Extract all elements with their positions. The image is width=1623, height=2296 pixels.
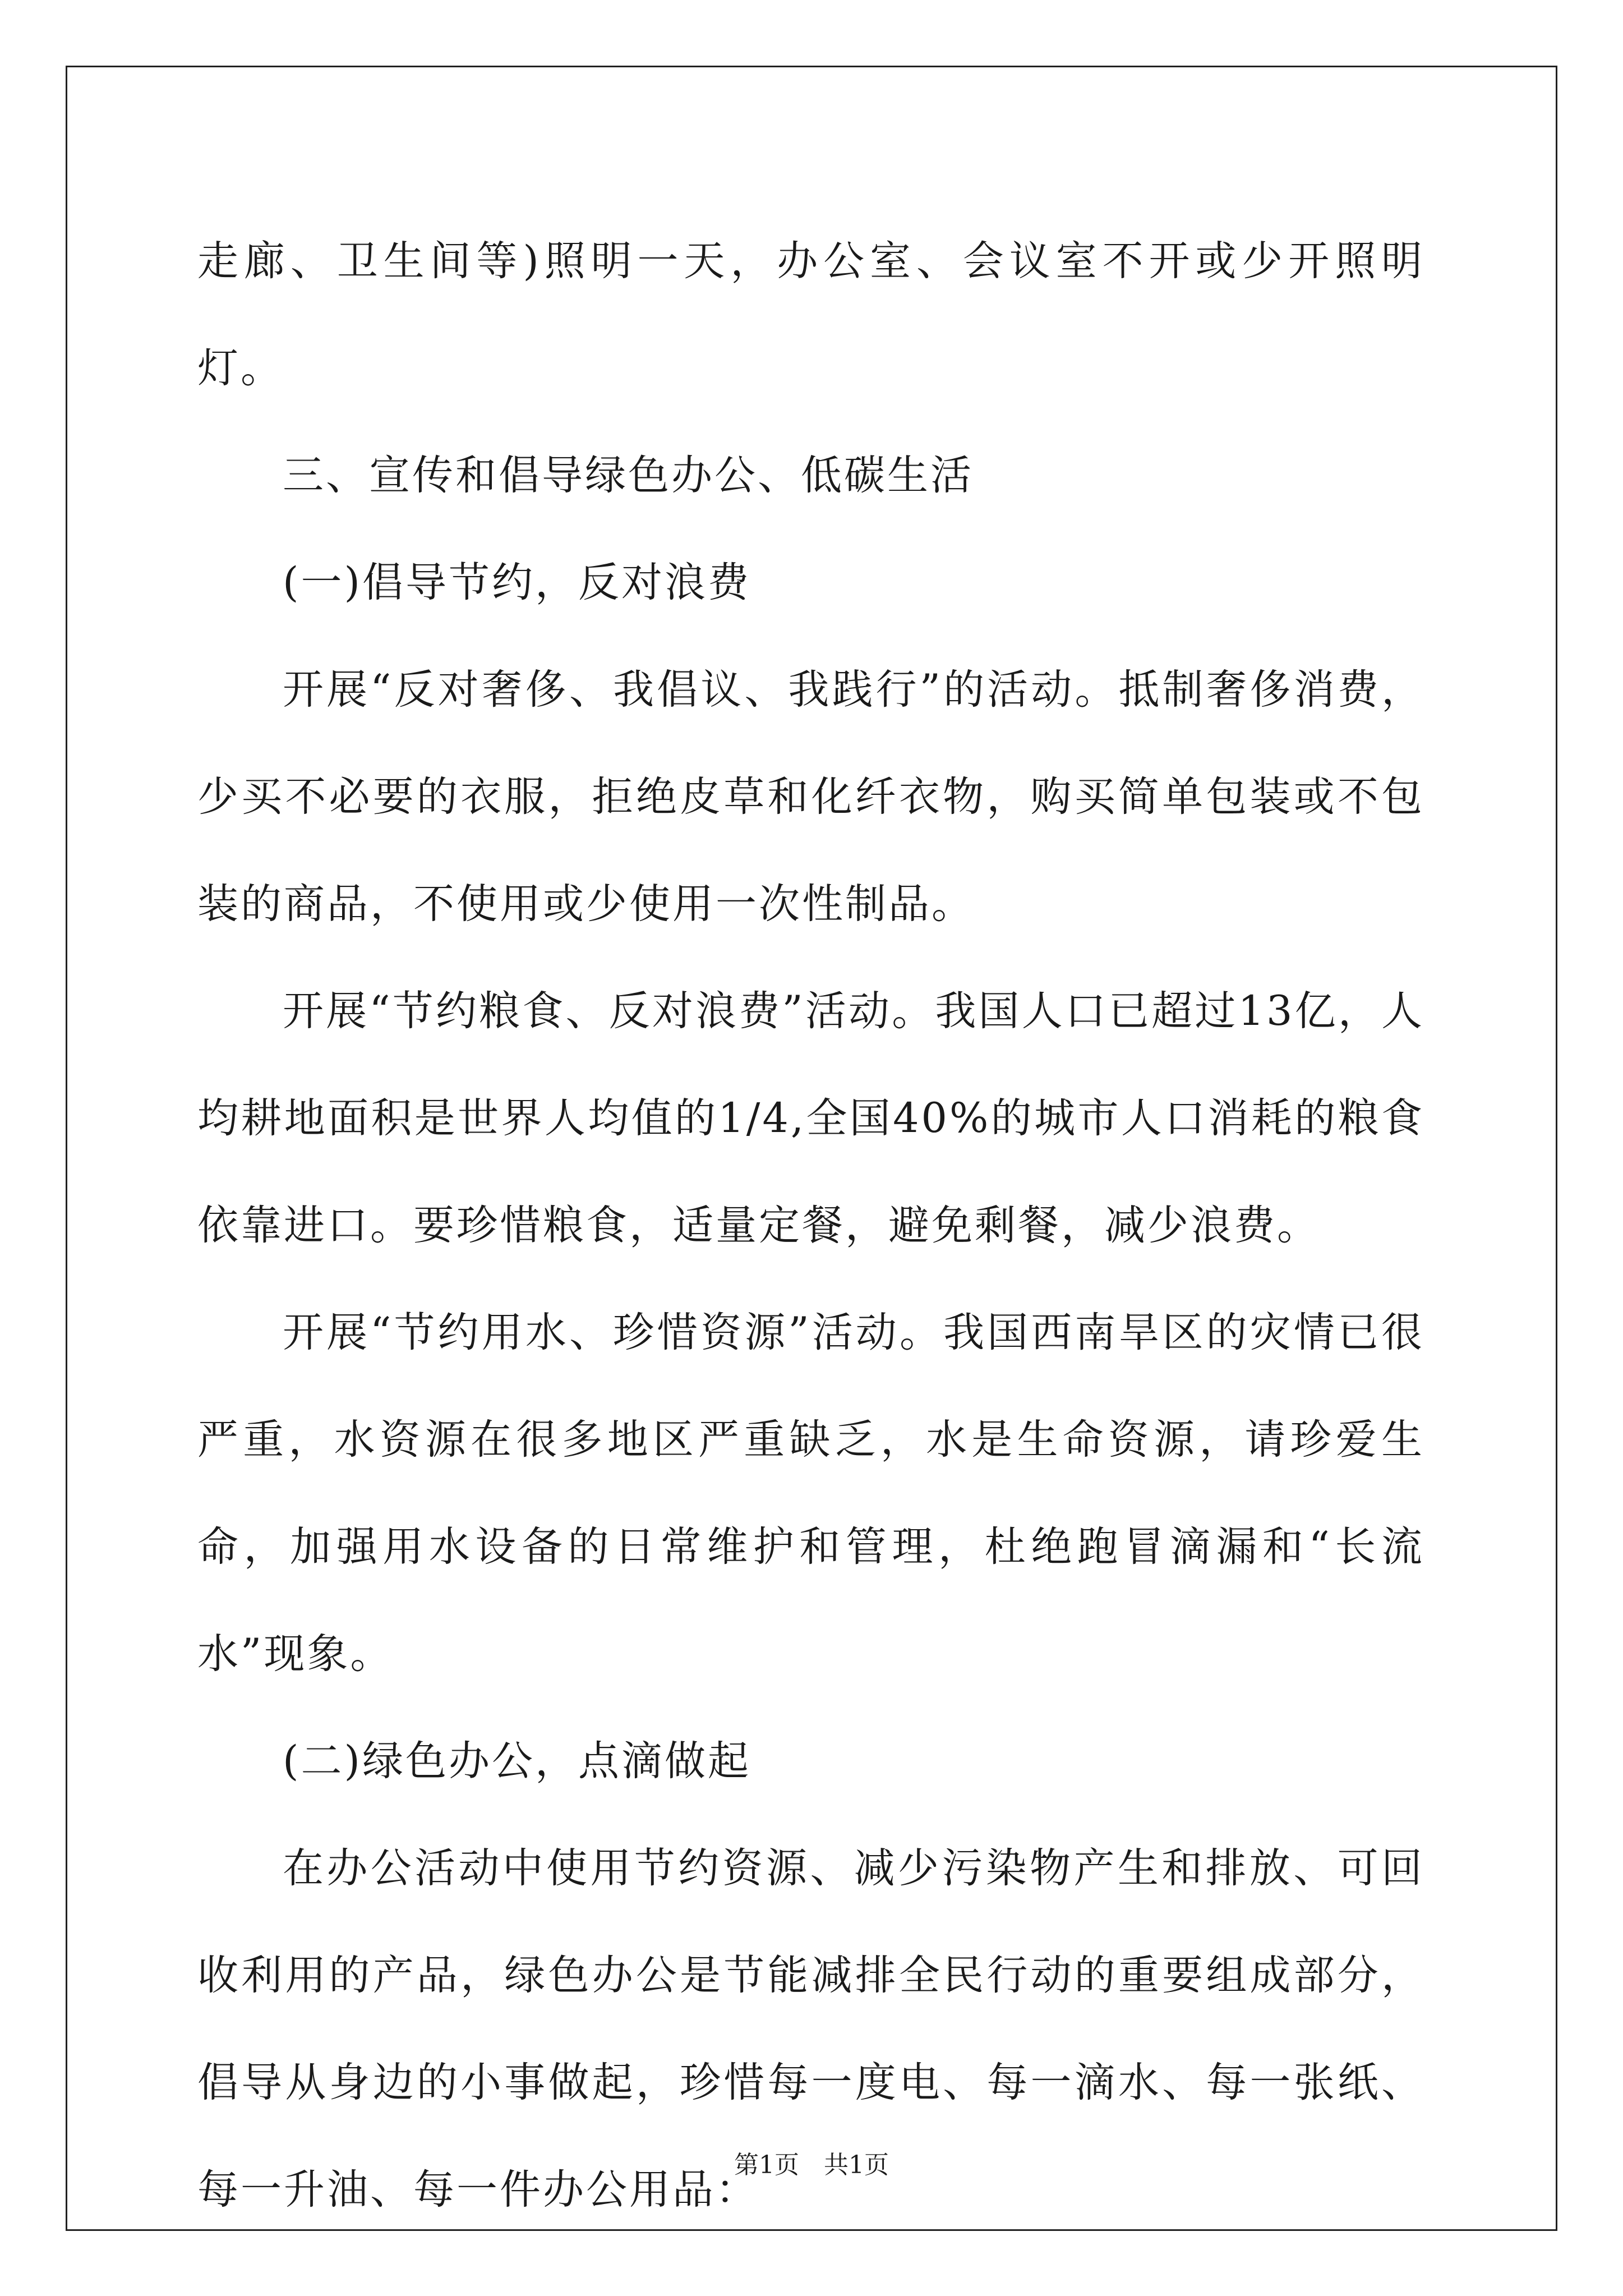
subsection-heading: (二)绿色办公，点滴做起	[283, 1737, 751, 1785]
paragraph: 开展“节约用水、珍惜资源”活动。我国西南旱区的灾情已很严重，水资源在很多地区严重缺乏，水是生命资源，请珍爱生命，加强用水设备的日常维护和管理，杜绝跑冒滴漏和“长流水”现象。	[197, 1309, 1424, 1678]
subsection-heading: (一)倡导节约，反对浪费	[283, 559, 751, 606]
paragraph: 开展“节约粮食、反对浪费”活动。我国人口已超过13亿，人均耕地面积是世界人均值的1/4,全国40%的城市人口消耗的粮食依靠进口。要珍惜粮食，适量定餐，避免剩餐，减少浪费。	[197, 987, 1424, 1249]
document-body	[197, 208, 1424, 2243]
paragraph: 开展“反对奢侈、我倡议、我践行”的活动。抵制奢侈消费，少买不必要的衣服，拒绝皮草和化纤衣物，购买简单包装或不包装的商品，不使用或少使用一次性制品。	[197, 666, 1424, 928]
page-number-total: 共1页	[824, 2151, 889, 2179]
section-heading: 三、宣传和倡导绿色办公、低碳生活	[283, 452, 974, 499]
page-number-current: 第1页	[734, 2151, 799, 2179]
page-footer	[0, 2148, 1623, 2182]
paragraph: 走廊、卫生间等)照明一天，办公室、会议室不开或少开照明灯。	[197, 237, 1424, 392]
paragraph: 在办公活动中使用节约资源、减少污染物产生和排放、可回收利用的产品，绿色办公是节能减排全民行动的重要组成部分，倡导从身边的小事做起，珍惜每一度电、每一滴水、每一张纸、每一升油、每一件办公用品：	[197, 1844, 1424, 2214]
